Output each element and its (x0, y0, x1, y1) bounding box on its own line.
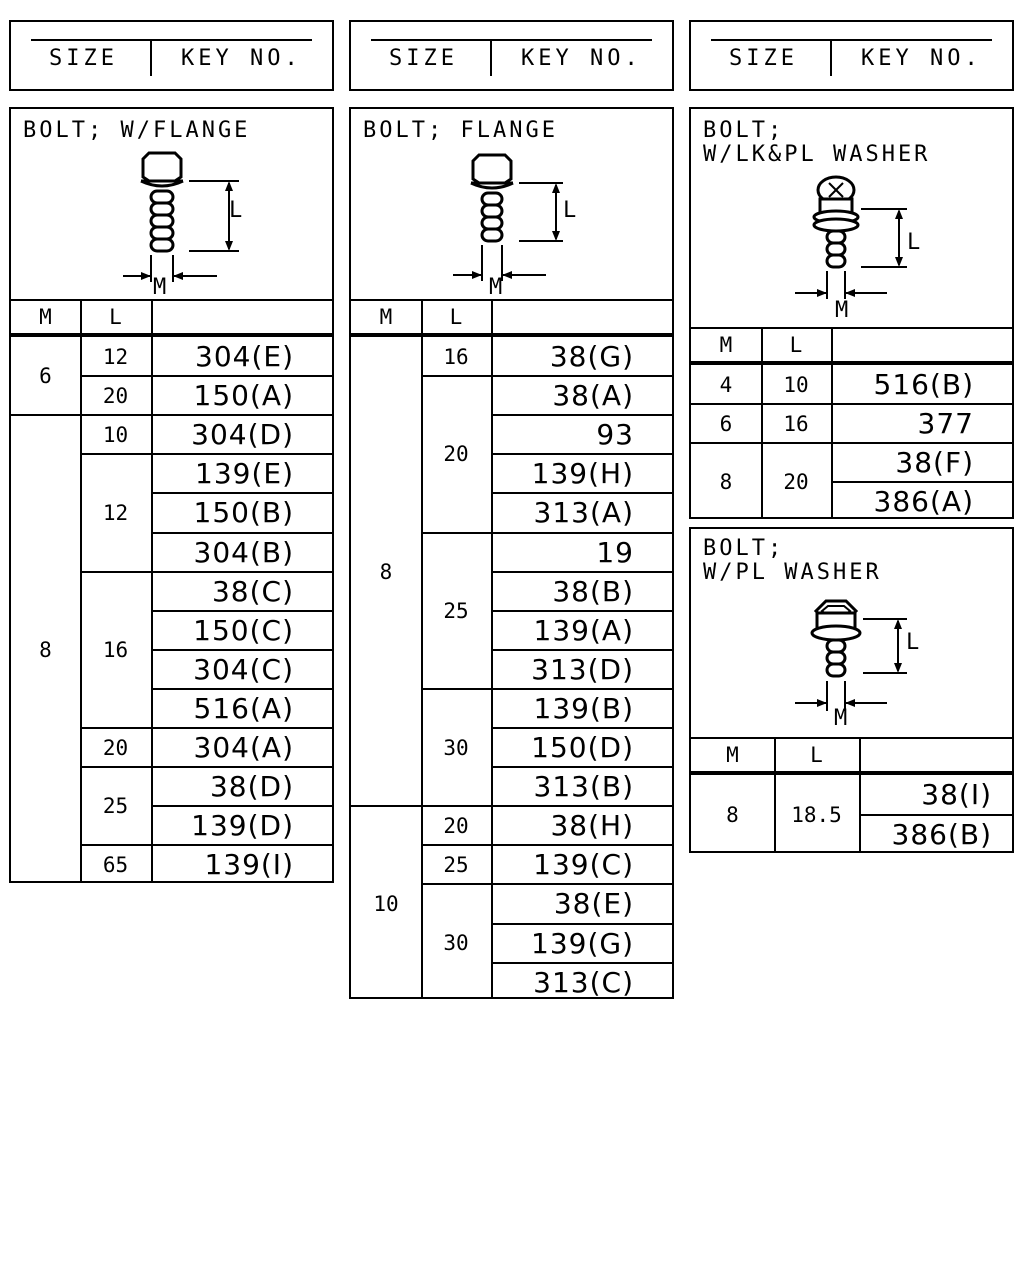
key-number: 304(E) (195, 340, 294, 374)
key-number: 38(B) (552, 574, 634, 608)
diameter-dim-label: M (834, 706, 851, 731)
key-no-label: KEY NO. (861, 46, 982, 71)
size-key-header-2 (349, 20, 674, 91)
key-number: 377 (917, 407, 974, 441)
key-number: 313(A) (533, 496, 634, 530)
diameter-value: 8 (39, 637, 52, 662)
key-number: 150(D) (531, 731, 634, 765)
panel-title: BOLT; FLANGE (363, 118, 558, 143)
key-table (351, 299, 672, 997)
washer-bolt-icon (795, 595, 945, 745)
key-table (691, 737, 1012, 851)
key-number: 38(A) (552, 379, 634, 413)
key-number: 313(C) (533, 965, 634, 999)
panel-bolt-flange (349, 107, 674, 999)
column-header-m: M (379, 305, 393, 329)
size-key-header-3 (689, 20, 1014, 91)
key-number: 150(B) (193, 496, 294, 530)
key-number: 38(D) (209, 770, 294, 804)
key-number: 150(A) (193, 379, 294, 413)
key-number: 38(F) (895, 446, 974, 480)
length-value: 16 (783, 411, 809, 436)
length-value: 20 (102, 735, 129, 760)
key-number: 139(H) (531, 457, 634, 491)
key-number: 93 (596, 418, 634, 452)
column-header-m: M (39, 305, 52, 329)
length-dim-label: L (563, 198, 580, 223)
column-header-l: L (789, 333, 803, 357)
flange-bolt-icon (121, 147, 271, 307)
header-rule (31, 39, 312, 41)
panel-bolt-w-flange (9, 107, 334, 883)
key-no-label: KEY NO. (181, 46, 302, 71)
length-value: 10 (783, 372, 809, 397)
key-number: 139(D) (191, 809, 294, 843)
size-key-header-1 (9, 20, 334, 91)
key-no-label: KEY NO. (521, 46, 642, 71)
panel-bolt-pl-washer (689, 527, 1014, 853)
size-label: SIZE (49, 46, 118, 71)
panel-title: BOLT; W/PL WASHER (703, 536, 882, 585)
length-value: 25 (443, 852, 469, 877)
key-number: 139(I) (204, 848, 294, 882)
length-dim-label: L (229, 198, 246, 223)
header-rule (711, 39, 992, 41)
length-dim-label: L (907, 230, 924, 255)
key-number: 38(H) (550, 809, 634, 843)
diameter-value: 6 (39, 364, 52, 389)
length-value: 20 (102, 383, 129, 408)
column-header-l: L (449, 305, 463, 329)
column-header-m: M (726, 743, 739, 767)
key-number: 19 (596, 535, 634, 569)
diameter-value: 8 (719, 470, 733, 495)
size-label: SIZE (389, 46, 458, 71)
length-value: 20 (443, 442, 469, 467)
key-number: 139(G) (531, 926, 634, 960)
length-value: 25 (443, 598, 469, 623)
diameter-dim-label: M (153, 275, 170, 300)
length-value: 20 (443, 813, 469, 838)
length-dim-label: L (906, 630, 923, 655)
key-number: 139(A) (533, 613, 634, 647)
header-divider (490, 40, 492, 76)
key-table (11, 299, 332, 881)
key-number: 139(B) (533, 691, 634, 725)
key-number: 304(C) (193, 652, 294, 686)
length-value: 16 (102, 637, 129, 662)
header-rule (371, 39, 652, 41)
panel-bolt-lk-pl-washer (689, 107, 1014, 519)
panel-title: BOLT; W/LK&PL WASHER (703, 118, 931, 167)
key-number: 38(I) (921, 778, 992, 812)
diameter-value: 4 (719, 372, 733, 397)
key-number: 38(G) (549, 340, 634, 374)
header-divider (150, 40, 152, 76)
size-label: SIZE (729, 46, 798, 71)
length-value: 20 (783, 470, 809, 495)
header-divider (830, 40, 832, 76)
key-number: 38(E) (553, 887, 634, 921)
key-number: 516(B) (873, 368, 974, 402)
flange-bolt-icon (451, 149, 601, 309)
length-value: 12 (102, 344, 129, 369)
diameter-dim-label: M (489, 275, 506, 300)
key-number: 139(C) (533, 848, 634, 882)
length-value: 10 (102, 422, 129, 447)
key-number: 304(A) (193, 731, 294, 765)
panel-title: BOLT; W/FLANGE (23, 118, 251, 143)
key-number: 386(B) (891, 817, 992, 851)
key-table (691, 327, 1012, 517)
diameter-dim-label: M (835, 298, 852, 323)
key-number: 313(B) (533, 770, 634, 804)
diameter-value: 8 (726, 802, 739, 827)
length-value: 16 (443, 344, 469, 369)
key-number: 150(C) (193, 613, 294, 647)
key-number: 516(A) (193, 691, 294, 725)
column-header-l: L (810, 743, 823, 767)
column-header-l: L (109, 305, 122, 329)
key-number: 304(D) (191, 418, 294, 452)
length-value: 65 (102, 852, 129, 877)
diameter-value: 8 (379, 559, 393, 584)
column-header-m: M (719, 333, 733, 357)
diameter-value: 10 (373, 891, 399, 916)
key-number: 304(B) (193, 535, 294, 569)
key-number: 139(E) (195, 457, 294, 491)
length-value: 18.5 (791, 802, 842, 827)
length-value: 30 (443, 735, 469, 760)
key-number: 386(A) (873, 485, 974, 519)
key-number: 38(C) (211, 574, 294, 608)
length-value: 30 (443, 931, 469, 956)
length-value: 25 (102, 794, 129, 819)
key-number: 313(D) (531, 652, 634, 686)
diameter-value: 6 (719, 411, 733, 436)
length-value: 12 (102, 500, 129, 525)
